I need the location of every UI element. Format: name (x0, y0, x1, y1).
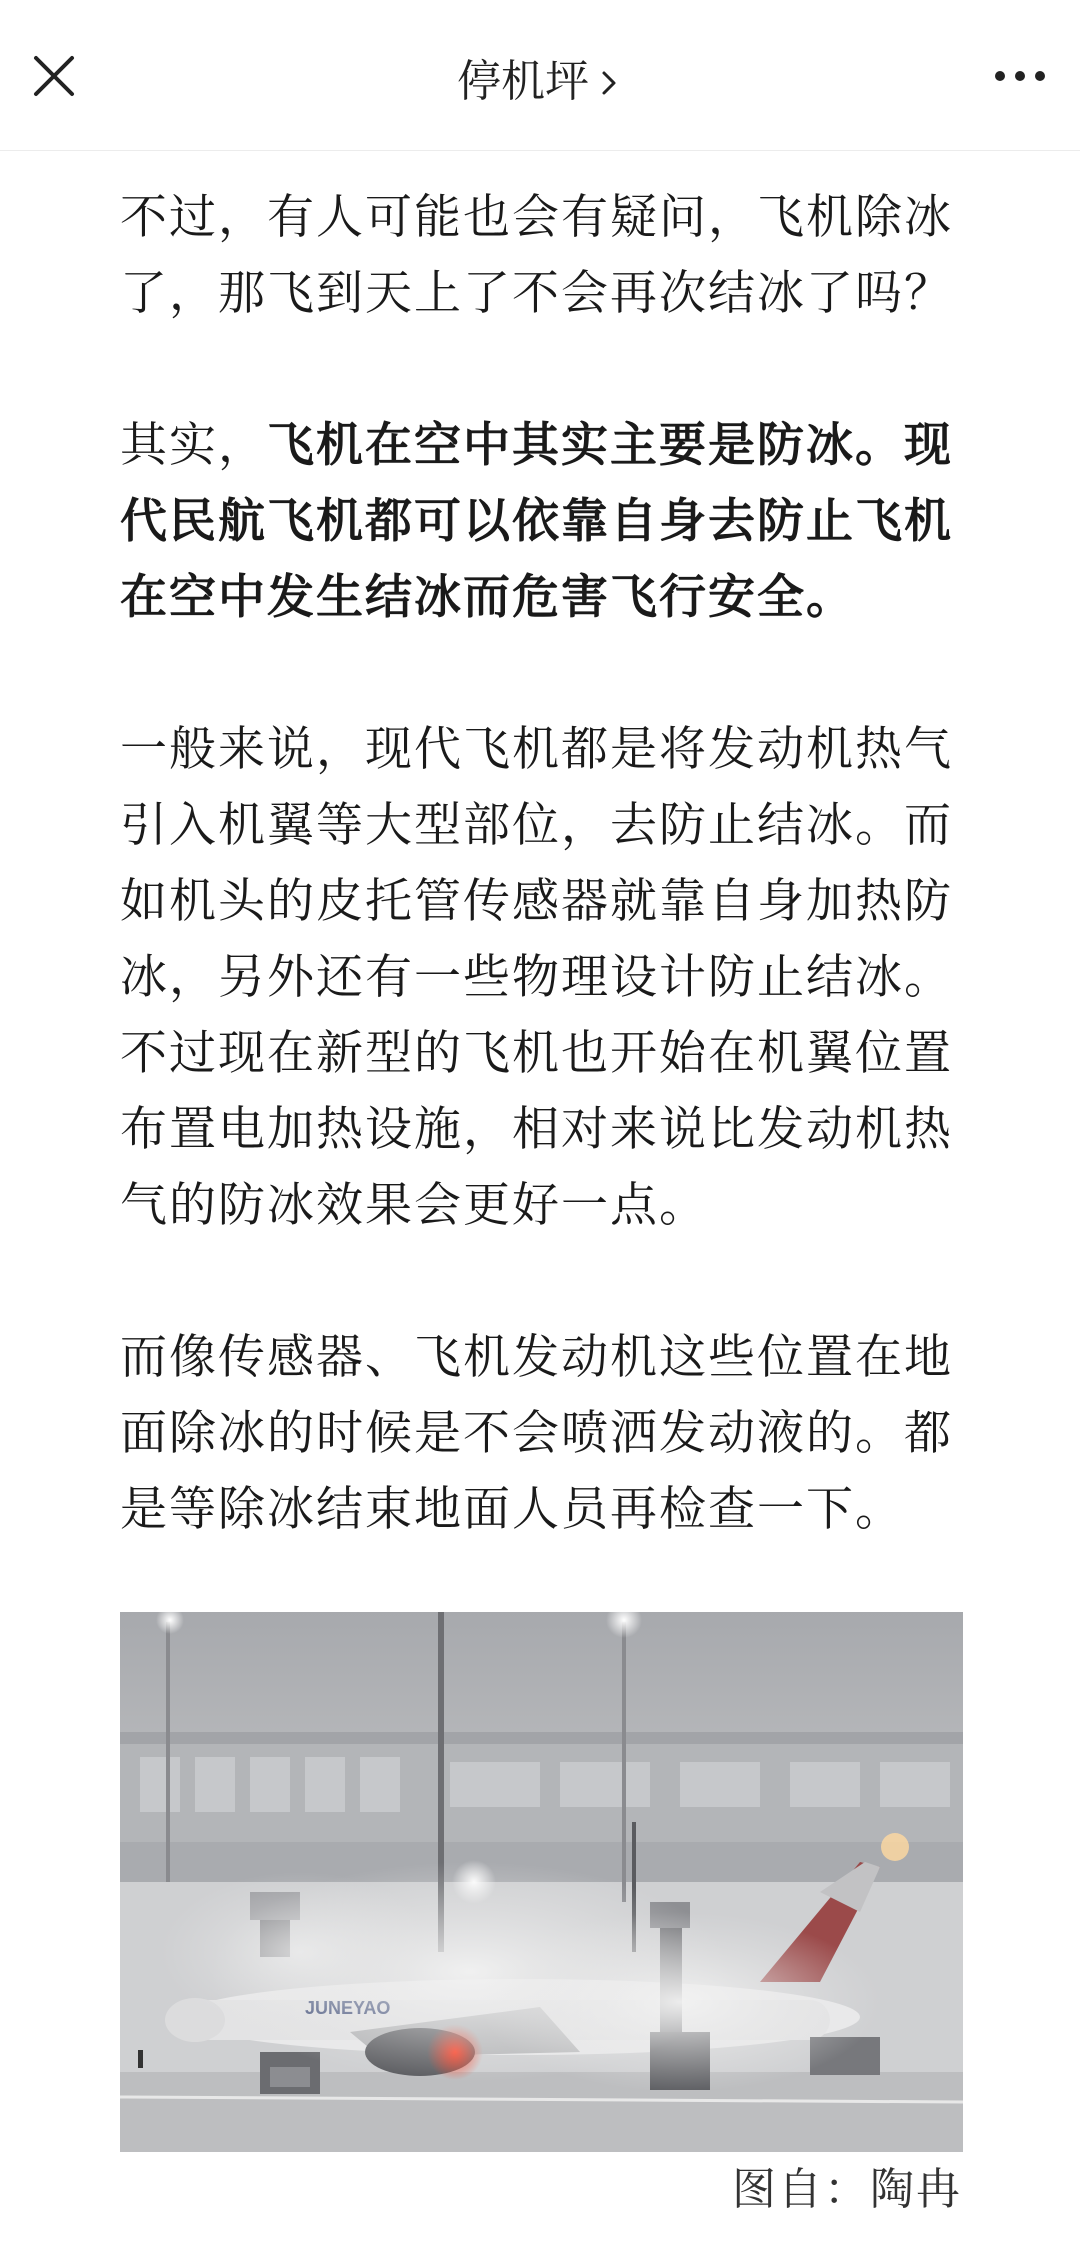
paragraph-3: 一般来说，现代飞机都是将发动机热气引入机翼等大型部位，去防止结冰。而如机头的皮托管传感器就靠自身加热防冰，另外还有一些物理设计防止结冰。不过现在新型的飞机也开始在机翼位置布置电加热设施，相对来说比发动机热气的防冰效果会更好一点。 (120, 722, 953, 1233)
chevron-right-icon (595, 53, 623, 81)
article-photo[interactable] (120, 1612, 963, 2152)
deicing-scene-image (120, 1612, 963, 2152)
page-title-text: 停机坪 (457, 56, 589, 107)
page-title[interactable] (0, 52, 1080, 112)
paragraph-1: 不过，有人可能也会有疑问，飞机除冰了，那飞到天上了不会再次结冰了吗？ (120, 190, 953, 321)
top-bar (0, 0, 1080, 151)
photo-caption: 图自：陶冉 (732, 2164, 962, 2215)
article-body (120, 180, 965, 1624)
paragraph-2 (120, 408, 965, 636)
paragraph-2-prefix: 其实， (120, 418, 267, 473)
more-icon[interactable] (990, 52, 1050, 100)
paragraph-4: 而像传感器、飞机发动机这些位置在地面除冰的时候是不会喷洒发动液的。都是等除冰结束地面人员再检查一下。 (120, 1330, 953, 1537)
paragraph-2-bold: 飞机在空中其实主要是防冰。现代民航飞机都可以依靠自身去防止飞机在空中发生结冰而危害飞行安全。 (120, 418, 953, 625)
